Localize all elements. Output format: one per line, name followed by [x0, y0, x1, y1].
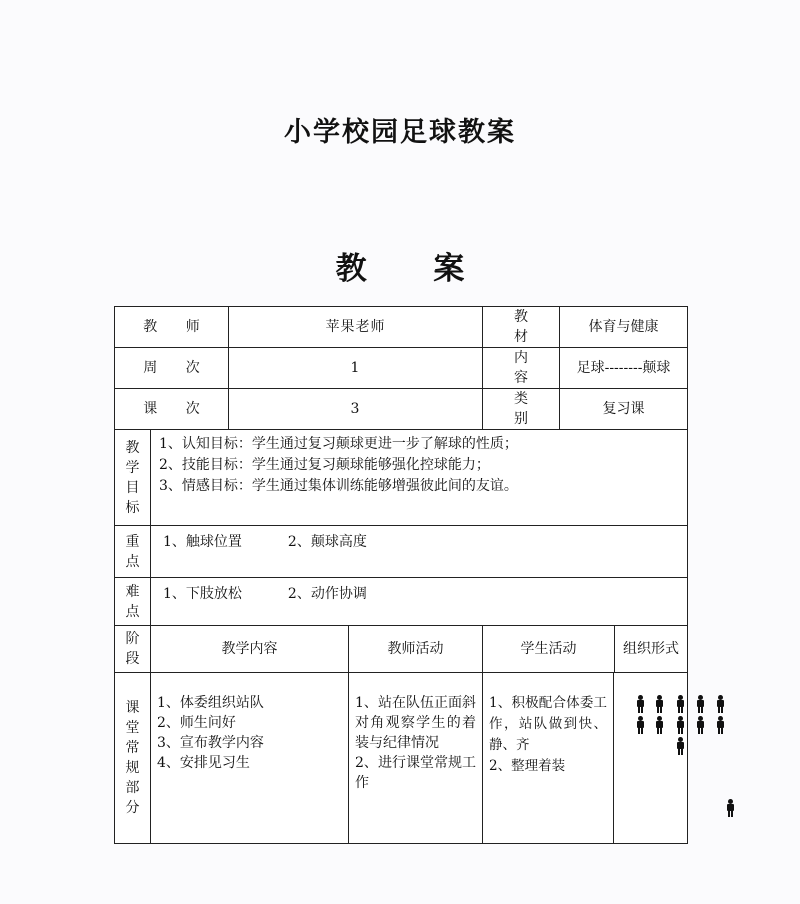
content-item: 2、师生问好: [157, 715, 236, 731]
difficult-points-content: [151, 578, 688, 626]
student-org-header-wrap: [483, 626, 688, 673]
teacher-value: 苹果老师: [229, 307, 483, 348]
content-item: 4、安排见习生: [157, 755, 250, 771]
content-value: 足球--------颠球: [560, 348, 688, 389]
organization-header: 组织形式: [623, 641, 680, 657]
key-point-item: 2、颠球高度: [287, 534, 367, 550]
routine-content: [151, 673, 349, 844]
student-activity-header: 学生活动: [483, 626, 615, 672]
teacher-activity-header: 教师活动: [349, 626, 483, 673]
lesson-plan-table: [114, 306, 688, 844]
student-figure-icon: [676, 716, 684, 734]
student-figure-icon: [655, 695, 663, 713]
student-figure-icon: [676, 737, 684, 755]
week-value: 1: [229, 348, 483, 389]
category-label: 类 别: [483, 389, 560, 430]
content-item: 1、体委组织站队: [157, 695, 264, 711]
student-activity-item: 2、整理着装: [489, 758, 566, 774]
routine-teacher-activity: [349, 673, 483, 844]
routine-student-activity: [483, 673, 614, 843]
key-points-row: [115, 526, 688, 578]
info-row-lesson: [115, 389, 688, 430]
difficult-points-label: 难 点: [115, 578, 151, 626]
teaching-content-header: 教学内容: [151, 626, 349, 673]
objective-item: 1、认知目标：学生通过复习颠球更进一步了解球的性质；: [159, 436, 518, 452]
difficult-points-row: [115, 578, 688, 626]
objectives-content: [151, 430, 688, 526]
objectives-label: 教 学 目 标: [115, 430, 151, 526]
lesson-value: 3: [229, 389, 483, 430]
document-title: 小学校园足球教案: [284, 117, 516, 148]
student-figure-icon: [696, 695, 704, 713]
material-label: 教 材: [483, 307, 560, 348]
key-points-label: 重 点: [115, 526, 151, 578]
student-figure-icon: [716, 695, 724, 713]
objective-item: 3、情感目标：学生通过集体训练能够增强彼此间的友谊。: [159, 478, 518, 494]
info-row-week: [115, 348, 688, 389]
routine-student-org-wrap: [483, 673, 688, 844]
category-value: 复习课: [560, 389, 688, 430]
routine-stage-label: 课 堂 常 规 部 分: [115, 673, 151, 844]
info-row-teacher: [115, 307, 688, 348]
key-point-item: 1、触球位置: [163, 534, 242, 550]
routine-section-row: [115, 673, 688, 844]
student-figure-icon: [716, 716, 724, 734]
teacher-activity-item: 2、进行课堂常规工作: [355, 755, 477, 791]
teacher-label: 教 师: [115, 307, 229, 348]
objectives-row: [115, 430, 688, 526]
student-activity-item: 1、积极配合体委工作，站队做到快、静、齐: [489, 695, 608, 753]
difficult-point-item: 2、动作协调: [287, 586, 367, 602]
student-figure-icon: [636, 695, 644, 713]
material-value: 体育与健康: [560, 307, 688, 348]
activity-header-row: [115, 626, 688, 673]
student-figure-icon: [696, 716, 704, 734]
content-label: 内 容: [483, 348, 560, 389]
student-figure-icon: [676, 695, 684, 713]
lesson-label: 课 次: [115, 389, 229, 430]
teacher-figure-icon: [726, 799, 734, 817]
objective-item: 2、技能目标：学生通过复习颠球能够强化控球能力；: [159, 457, 490, 473]
student-figure-icon: [636, 716, 644, 734]
key-points-content: [151, 526, 688, 578]
lesson-plan-heading: 教 案: [335, 251, 493, 287]
difficult-point-item: 1、下肢放松: [163, 586, 242, 602]
content-item: 3、宣布教学内容: [157, 735, 264, 751]
teacher-activity-item: 1、站在队伍正面斜对角观察学生的着装与纪律情况: [355, 695, 477, 751]
student-formation-figures-icon: [614, 673, 687, 843]
week-label: 周 次: [115, 348, 229, 389]
student-figure-icon: [655, 716, 663, 734]
stage-header: 阶 段: [115, 626, 151, 673]
